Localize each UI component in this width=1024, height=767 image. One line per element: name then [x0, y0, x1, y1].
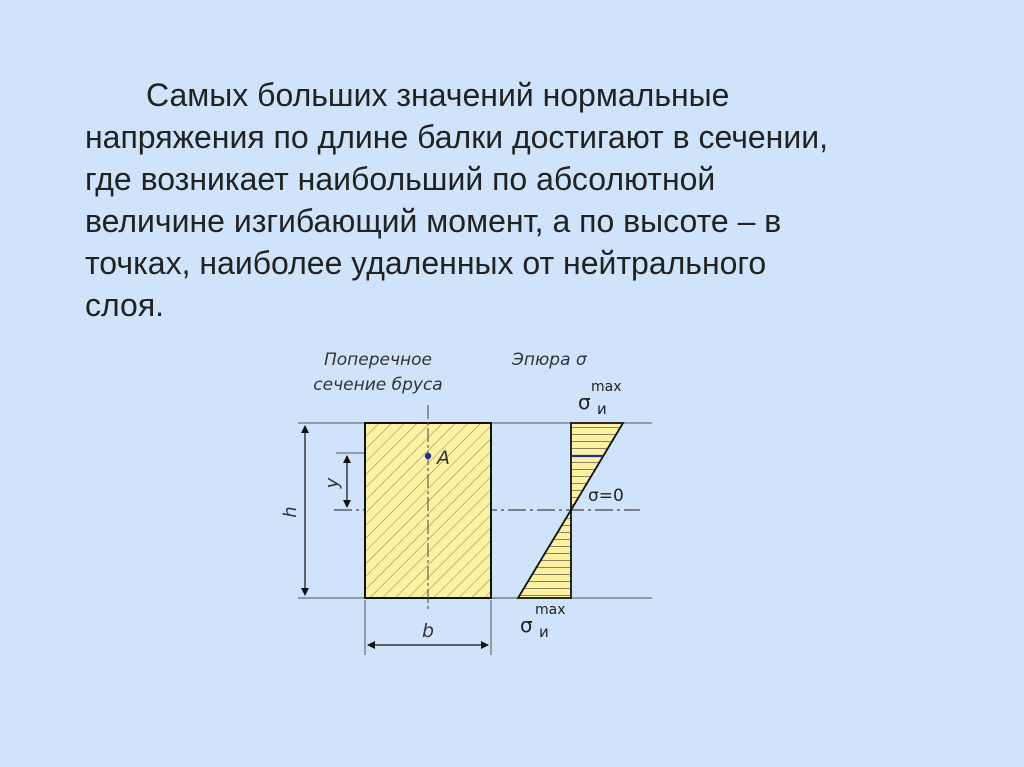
- text-line: Самых больших значений нормальные: [146, 77, 730, 113]
- stress-diagram-lower-triangle: [518, 510, 571, 598]
- dimension-h-label: h: [280, 506, 301, 518]
- dimension-y-label: y: [322, 477, 343, 489]
- point-a-marker: [425, 453, 431, 459]
- point-a-label: A: [437, 447, 450, 469]
- diagram-caption: Эпюра σ: [512, 350, 587, 370]
- sigma-symbol: σ: [520, 613, 533, 637]
- sigma-zero-label: σ=0: [588, 486, 624, 506]
- sigma-max-bottom-superscript: max: [535, 602, 566, 618]
- text-line: точках, наиболее удаленных от нейтрального: [85, 245, 767, 281]
- sigma-subscript: и: [597, 400, 607, 418]
- sigma-max-top-superscript: max: [591, 379, 622, 395]
- text-line: напряжения по длине балки достигают в сечении,: [85, 119, 828, 155]
- section-caption: сечение бруса: [313, 375, 443, 395]
- sigma-subscript: и: [539, 623, 549, 641]
- text-line: величине изгибающий момент, а по высоте – в: [85, 203, 782, 239]
- text-line: где возникает наибольший по абсолютной: [85, 161, 716, 197]
- section-caption: Поперечное: [323, 350, 433, 370]
- text-line: слоя.: [85, 287, 165, 323]
- dimension-b-label: b: [421, 620, 435, 642]
- sigma-symbol: σ: [578, 390, 591, 414]
